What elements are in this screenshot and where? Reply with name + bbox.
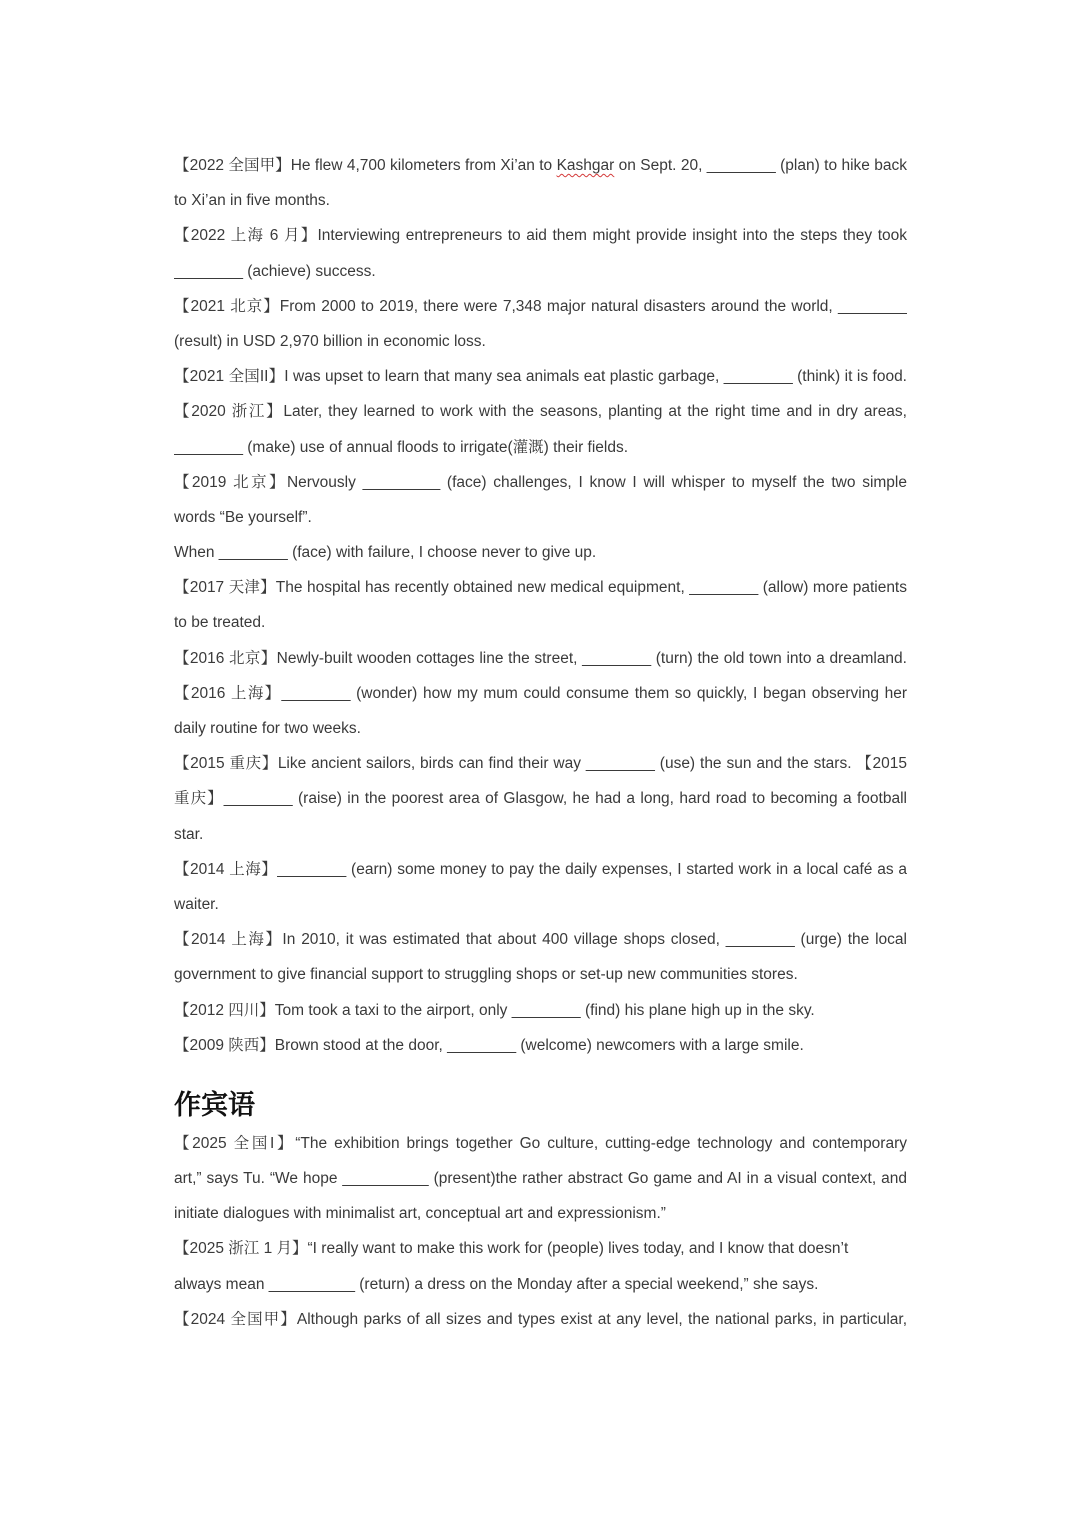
text-line: 【2024 全国甲】Although parks of all sizes and types exist at any level, the national parks, in particular, — [174, 1310, 907, 1328]
text-line: 重庆】________ (raise) in the poorest area of Glasgow, he had a long, hard road to becoming a football — [174, 790, 907, 808]
text-line: to be treated. — [174, 614, 266, 632]
text-line: 【2019 北京】Nervously _________ (face) challenges, I know I will whisper to myself the two simple — [174, 473, 907, 491]
text-line: to Xi’an in five months. — [174, 192, 330, 210]
text-line: 【2012 四川】Tom took a taxi to the airport, only ________ (find) his plane high up in the sky. — [174, 1001, 815, 1019]
text-line: 【2025 全国I】“The exhibition brings together Go culture, cutting-edge technology and contemporary — [174, 1134, 907, 1152]
text-segment: 【2022 全国甲】He flew 4,700 kilometers from Xi’an to — [174, 157, 557, 174]
text-line: When ________ (face) with failure, I choose never to give up. — [174, 544, 597, 562]
text-line: 【2016 上海】________ (wonder) how my mum could consume them so quickly, I began observing her — [174, 684, 907, 702]
text-line: ________ (achieve) success. — [174, 262, 376, 280]
text-line: 【2022 上海 6 月】Interviewing entrepreneurs to aid them might provide insight into the steps they took — [174, 227, 907, 245]
text-line: always mean __________ (return) a dress on the Monday after a special weekend,” she says. — [174, 1275, 819, 1293]
text-line: initiate dialogues with minimalist art, conceptual art and expressionism.” — [174, 1205, 666, 1223]
text-line: 【2020 浙江】Later, they learned to work with the seasons, planting at the right time and in dry areas, — [174, 403, 907, 421]
section-heading: 作宾语 — [174, 1089, 255, 1121]
text-line: words “Be yourself”. — [174, 508, 312, 526]
text-line: (result) in USD 2,970 billion in economic loss. — [174, 332, 486, 350]
text-line: government to give financial support to struggling shops or set-up new communities stores. — [174, 966, 798, 984]
text-line — [174, 148, 907, 183]
text-line: ________ (make) use of annual floods to irrigate(灌溉) their fields. — [174, 438, 629, 456]
text-line: 【2016 北京】Newly-built wooden cottages line the street, ________ (turn) the old town into a dreamland. — [174, 649, 907, 667]
text-line: star. — [174, 825, 204, 843]
text-segment: on Sept. 20, ________ (plan) to hike back — [614, 157, 907, 174]
text-line: 【2014 上海】________ (earn) some money to pay the daily expenses, I started work in a local café as a — [174, 860, 907, 878]
text-line: 【2021 全国II】I was upset to learn that many sea animals eat plastic garbage, ________ (think) it is food. — [174, 368, 907, 386]
text-line: 【2009 陕西】Brown stood at the door, ________ (welcome) newcomers with a large smile. — [174, 1036, 804, 1054]
text-line: 【2025 浙江 1 月】“I really want to make this work for (people) lives today, and I know that doesn’t — [174, 1240, 849, 1258]
text-line: daily routine for two weeks. — [174, 720, 361, 737]
text-line: waiter. — [174, 895, 219, 913]
text-line: 【2014 上海】In 2010, it was estimated that about 400 village shops closed, ________ (urge) the local — [174, 931, 907, 949]
text-line: art,” says Tu. “We hope __________ (present)the rather abstract Go game and AI in a visual context, and — [174, 1170, 907, 1188]
misspelled-word: Kashgar — [556, 157, 615, 174]
document-page — [174, 148, 907, 1337]
text-line: 【2021 北京】From 2000 to 2019, there were 7,348 major natural disasters around the world, ________ — [174, 297, 907, 315]
text-line: 【2015 重庆】Like ancient sailors, birds can find their way ________ (use) the sun and the stars. 【2015 — [174, 755, 907, 773]
text-line: 【2017 天津】The hospital has recently obtained new medical equipment, ________ (allow) more patients — [174, 579, 907, 597]
